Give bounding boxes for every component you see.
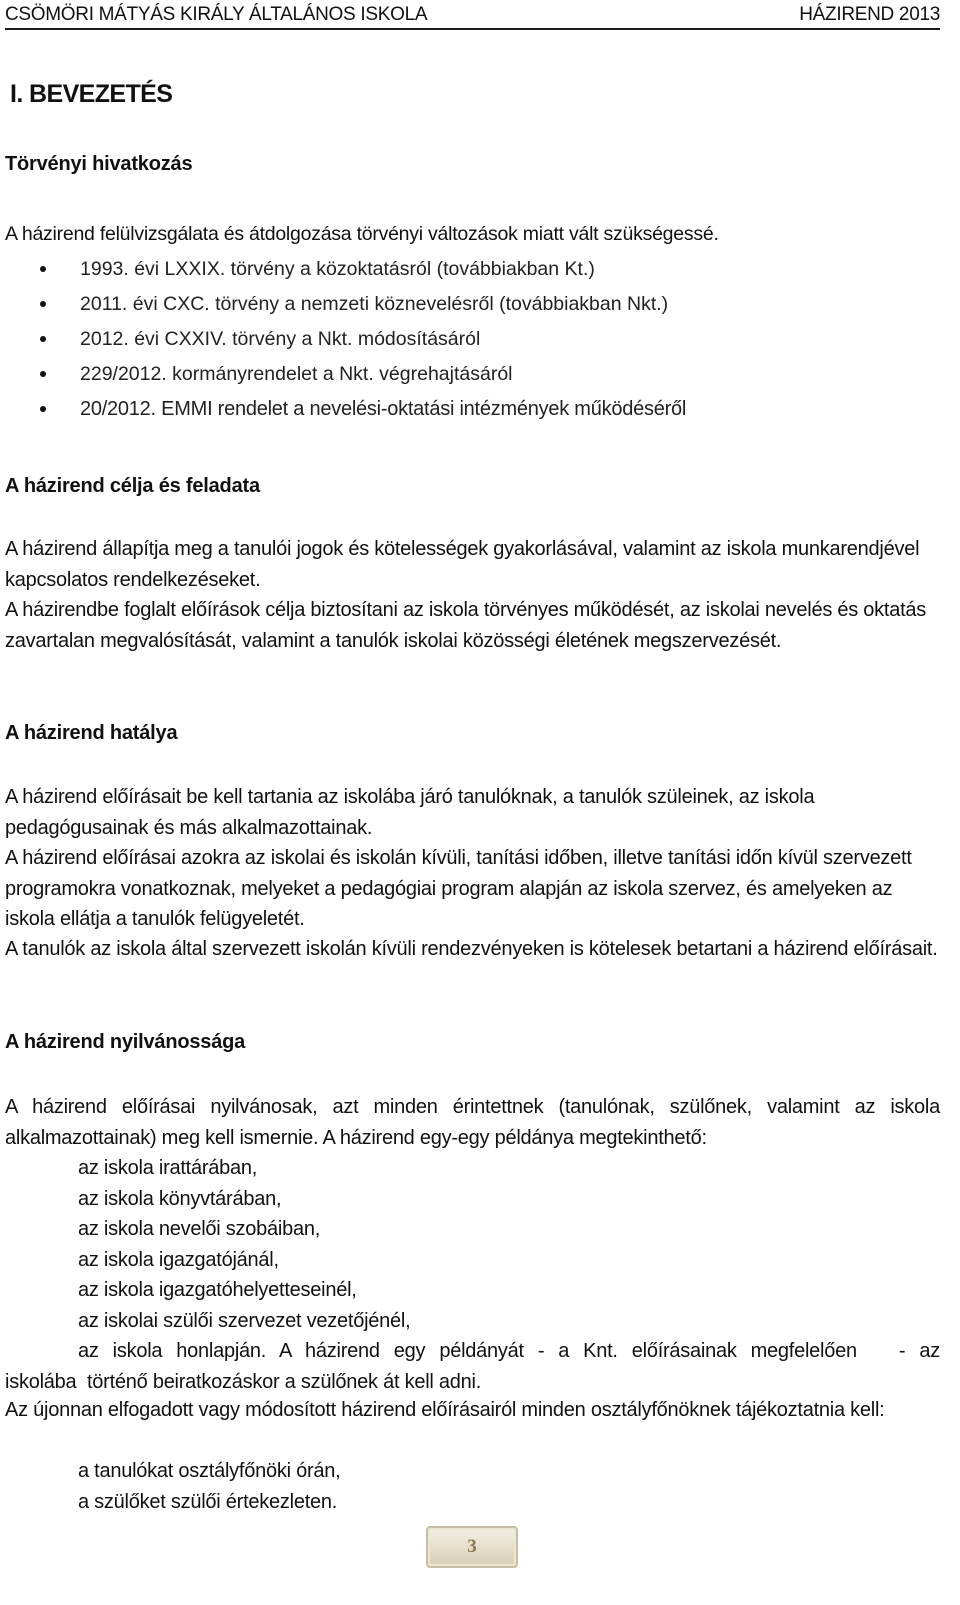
chapter-title: I. BEVEZETÉS (10, 80, 173, 108)
publicity-paragraph-1: A házirend előírásai nyilvánosak, azt minden érintettnek (tanulónak, szülőnek, valamint az iskola alkalmazottainak) meg kell ismernie. A házirend egy-egy példánya megtekinthető: (5, 1096, 940, 1149)
page-number: 3 (426, 1526, 518, 1568)
legal-intro-paragraph: A házirend felülvizsgálata és átdolgozása törvényi változások miatt vált szükségessé. (5, 223, 719, 245)
header-school-name: CSÖMÖRI MÁTYÁS KIRÁLY ÁLTALÁNOS ISKOLA (5, 4, 428, 25)
bullet-icon (40, 406, 46, 412)
publicity-paragraph-2: Az újonnan elfogadott vagy módosított házirend előírásairól minden osztályfőnöknek tájékoztatnia kell: (5, 1399, 885, 1421)
section-heading-purpose: A házirend célja és feladata (5, 475, 260, 497)
scope-paragraph-2: A házirend előírásai azokra az iskolai és iskolán kívüli, tanítási időben, illetve tanítási időn kívül szervezett programokra vonatkoznak, melyeket a pedagógiai program alapján az iskola szervez, és amelyeken az iskola ellátja a tanulók felügyeletét. (5, 847, 912, 930)
scope-paragraph-3: A tanulók az iskola által szervezett iskolán kívüli rendezvényeken is kötelesek betartani a házirend előírásait. (5, 938, 938, 960)
website-continuation: iskolába történő beiratkozáskor a szülőnek át kell adni. (5, 1370, 482, 1393)
list-item: az iskola igazgatóhelyetteseinél, (78, 1279, 357, 1301)
list-item: az iskola igazgatójánál, (78, 1248, 279, 1271)
section-heading-publicity: A házirend nyilvánossága (5, 1031, 246, 1053)
page-header (5, 2, 940, 30)
section-heading-legal-references: Törvényi hivatkozás (5, 153, 193, 175)
list-item: a tanulókat osztályfőnöki órán, (78, 1460, 341, 1482)
header-document-title: HÁZIREND 2013 (799, 4, 940, 25)
scope-paragraph-1: A házirend előírásait be kell tartania az iskolába járó tanulóknak, a tanulók szüleinek, az iskola pedagógusainak és más alkalmazottainak. (5, 786, 815, 839)
bullet-icon (40, 266, 46, 272)
inform-list (5, 1456, 940, 1517)
purpose-paragraph-2: A házirendbe foglalt előírások célja biztosítani az iskola törvényes működését, az iskolai nevelés és oktatás zavartalan megvalósítását, valamint a tanulók iskolai közösségi életének megszervezését. (5, 599, 927, 652)
section-heading-scope: A házirend hatálya (5, 722, 178, 744)
list-item: az iskola nevelői szobáiban, (78, 1218, 321, 1240)
list-item: az iskola irattárában, (78, 1157, 258, 1179)
list-item: az iskolai szülői szervezet vezetőjénél, (78, 1309, 411, 1332)
bullet-icon (40, 301, 46, 307)
availability-list (5, 1153, 940, 1397)
list-item: az iskola könyvtárában, (78, 1187, 282, 1210)
bullet-icon (40, 371, 46, 377)
list-item: a szülőket szülői értekezleten. (78, 1490, 338, 1513)
bullet-icon (40, 336, 46, 342)
list-item-website: az iskola honlapján. A házirend egy példányát - a Knt. előírásainak megfelelően - az (78, 1340, 940, 1362)
purpose-paragraph-1: A házirend állapítja meg a tanulói jogok és kötelességek gyakorlásával, valamint az iskola munkarendjével kapcsolatos rendelkezéseket. (5, 538, 920, 591)
